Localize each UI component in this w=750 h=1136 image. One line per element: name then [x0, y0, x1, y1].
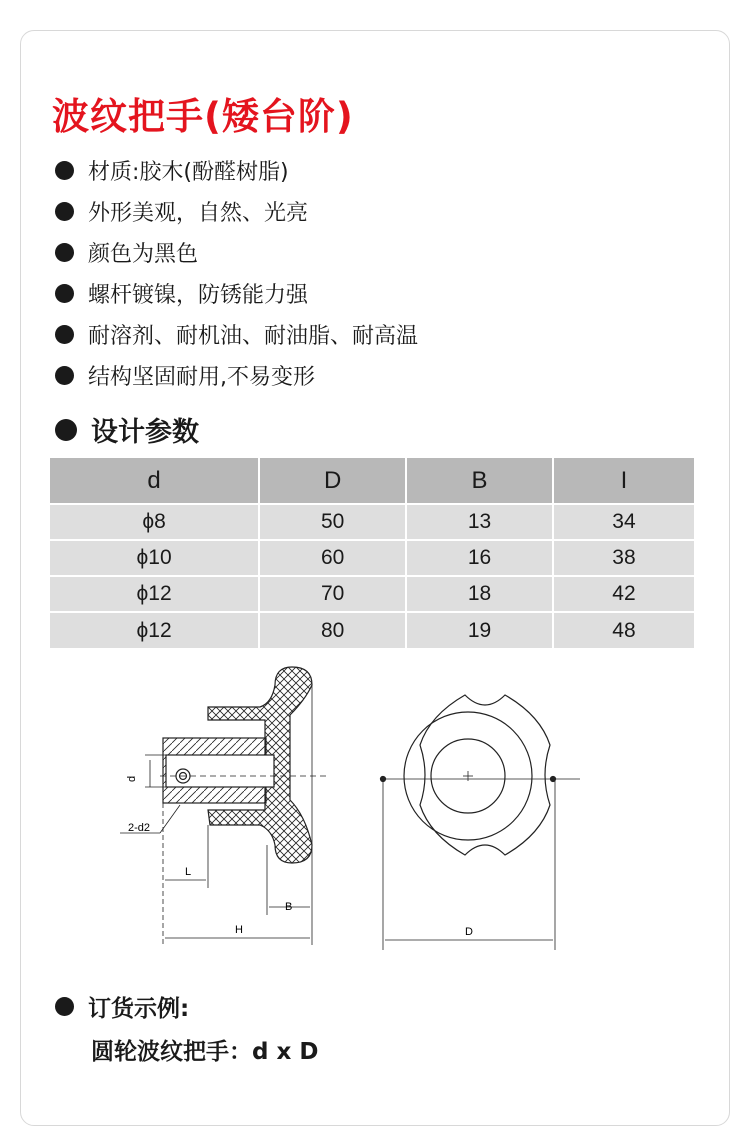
col-header: d	[50, 458, 259, 504]
cell: 38	[553, 540, 694, 576]
table-row	[50, 540, 694, 576]
cell: ϕ12	[50, 612, 259, 648]
feature-item	[55, 314, 418, 355]
cell: ϕ8	[50, 504, 259, 540]
bullet-icon	[55, 325, 74, 344]
bullet-icon	[55, 997, 74, 1016]
table-row	[50, 504, 694, 540]
table-row	[50, 612, 694, 648]
side-view	[120, 667, 330, 945]
feature-text: 结构坚固耐用,不易变形	[88, 365, 315, 390]
label-L: L	[185, 866, 192, 878]
feature-item	[55, 150, 418, 191]
col-header: B	[406, 458, 553, 504]
feature-text: 颜色为黑色	[88, 242, 199, 267]
cell: 70	[259, 576, 406, 612]
bullet-icon	[55, 284, 74, 303]
label-B: B	[285, 901, 293, 913]
label-D: D	[465, 926, 473, 938]
feature-item	[55, 232, 418, 273]
bullet-icon	[55, 161, 74, 180]
cell: 50	[259, 504, 406, 540]
cell: 80	[259, 612, 406, 648]
feature-text: 耐溶剂、耐机油、耐油脂、耐高温	[88, 324, 419, 349]
feature-item	[55, 191, 418, 232]
cell: ϕ12	[50, 576, 259, 612]
cell: 42	[553, 576, 694, 612]
cell: ϕ10	[50, 540, 259, 576]
cell: 48	[553, 612, 694, 648]
cell: 34	[553, 504, 694, 540]
col-header: D	[259, 458, 406, 504]
front-view	[380, 695, 580, 950]
label-d: d	[126, 775, 138, 782]
feature-text: 螺杆镀镍，防锈能力强	[88, 283, 309, 308]
bullet-icon	[55, 419, 77, 441]
page-title: 波纹把手(矮台阶)	[52, 95, 354, 138]
bullet-icon	[55, 202, 74, 221]
cell: 13	[406, 504, 553, 540]
params-heading-text: 设计参数	[91, 417, 199, 448]
cell: 18	[406, 576, 553, 612]
feature-list	[55, 150, 418, 396]
col-header: I	[553, 458, 694, 504]
feature-text: 外形美观，自然、光亮	[88, 201, 309, 226]
cell: 60	[259, 540, 406, 576]
label-d2: 2-d2	[128, 822, 151, 834]
feature-item	[55, 273, 418, 314]
feature-text: 材质:胶木(酚醛树脂)	[88, 160, 289, 185]
label-H: H	[235, 924, 243, 936]
order-heading: 订货示例:	[88, 996, 190, 1022]
bullet-icon	[55, 243, 74, 262]
table-row	[50, 576, 694, 612]
params-heading	[55, 410, 199, 449]
cell: 16	[406, 540, 553, 576]
order-example-text: 圆轮波纹把手：d x D	[91, 1039, 319, 1065]
order-example	[55, 990, 318, 1066]
technical-drawing	[100, 655, 600, 965]
bullet-icon	[55, 366, 74, 385]
params-table	[50, 458, 694, 648]
table-header-row	[50, 458, 694, 504]
feature-item	[55, 355, 418, 396]
cell: 19	[406, 612, 553, 648]
